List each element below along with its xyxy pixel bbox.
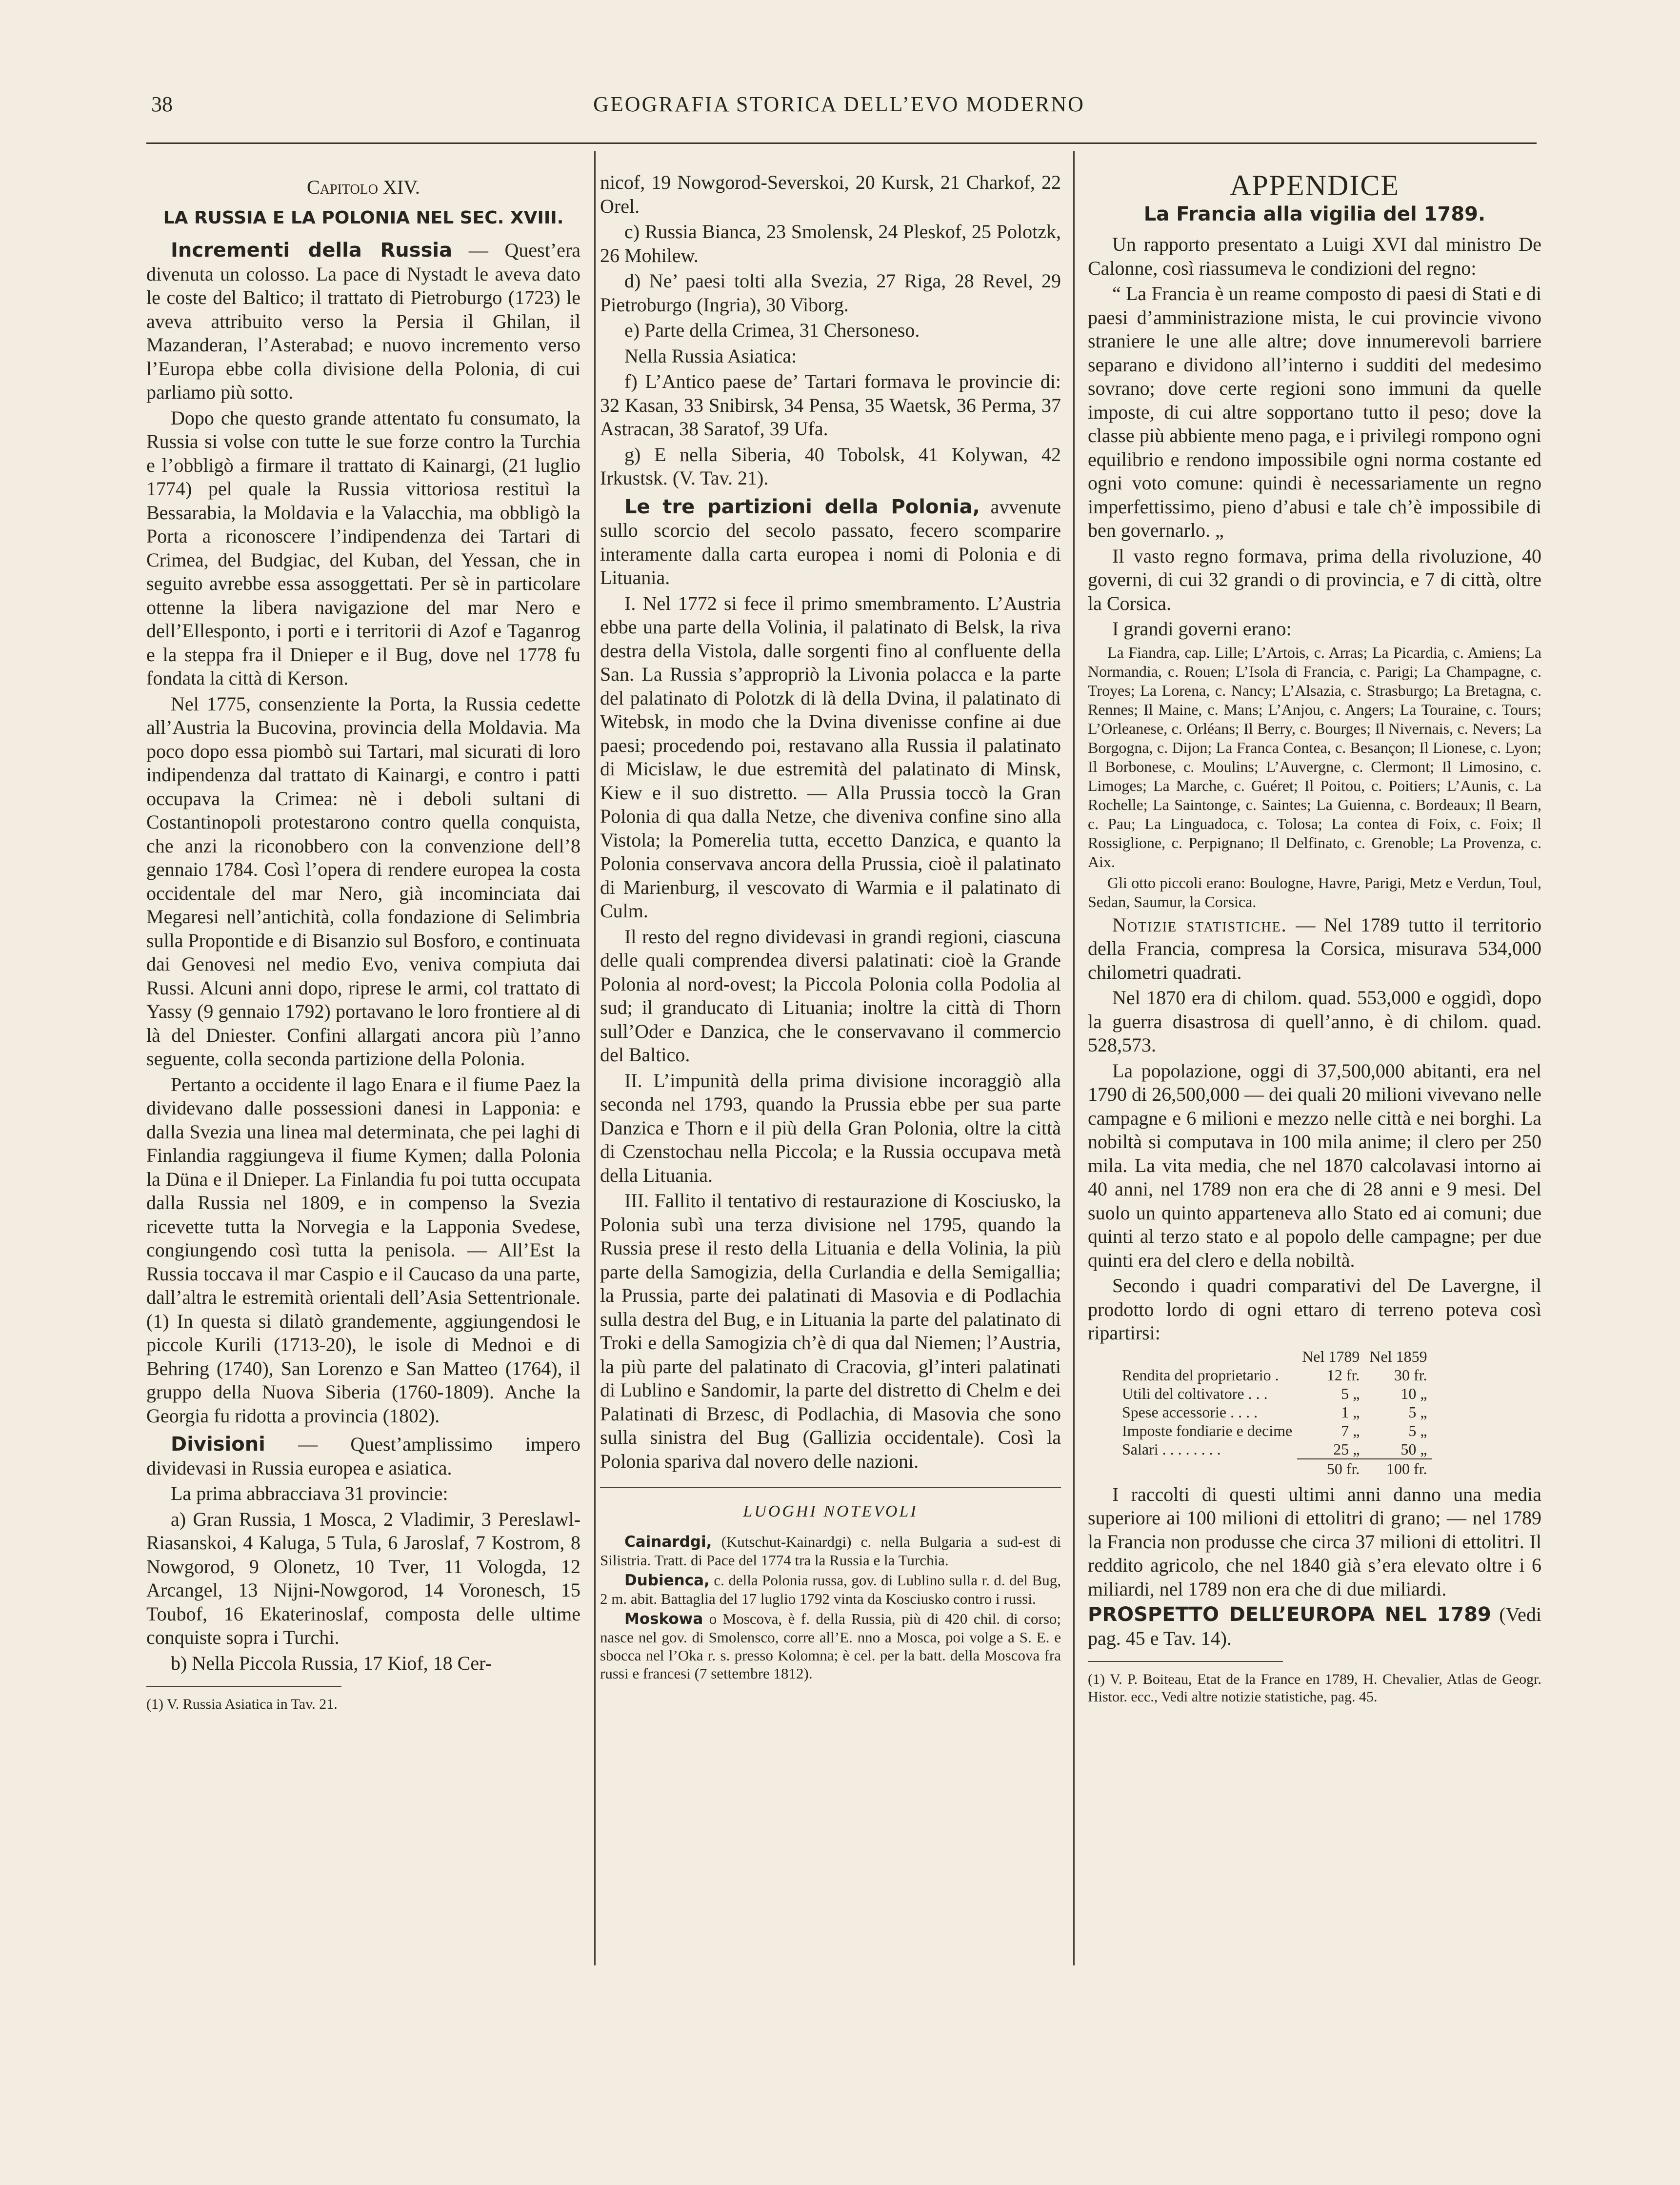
paragraph: La popolazione, oggi di 37,500,000 abitanti, era nel 1790 di 26,500,000 — dei quali 20 milioni vivevano nelle campagne e 6 milioni e mezzo nelle città e nei borghi. La nobiltà si computava in 100 mila anime; il clero per 250 mila. La vita media, che nel 1870 calcolavasi intorno ai 40 anni, nel 1789 non era che di 28 anni e 9 mesi. Del suolo un quinto apparteneva allo Stato ed ai comuni; due quinti al terzo stato e al popolo delle campagne; per due quinti era del clero e della nobiltà. [1088,1059,1541,1271]
paragraph: Dopo che questo grande attentato fu consumato, la Russia si volse con tutte le sue forze contro la Turchia e l’obbligò a firmare il trattato di Kainargi, (21 luglio 1774) pel quale la Russia vittoriosa restituì la Bessarabia, la Moldavia e la Valacchia, ma obbligò la Porta a riconoscere l’indipendenza dei Tartari di Crimea, del Budgiac, del Kuban, del Yessan, che in seguito avrebbe essa assoggettati. Per sè in particolare ottenne la libera navigazione del mar Nero e dell’Ellesponto, i porti e i territorii di Azof e Taganrog e la steppa fra il Dnieper e il Bug, dove nel 1778 fu fondata la città di Kerson. [146,406,580,689]
list-item [600,1533,1061,1569]
section-heading-luoghi: LUOGHI NOTEVOLI [600,1487,1061,1524]
paragraph [146,239,580,405]
paragraph: a) Gran Russia, 1 Mosca, 2 Vladimir, 3 Pereslawl-Riasanskoi, 4 Kaluga, 5 Tula, 6 Jaroslaf, 7 Kostrom, 8 Nowgorod, 9 Olonetz, 10 Tver, 11 Vologda, 12 Arcangel, 13 Nijni-Nowgorod, 14 Voronesch, 15 Toubof, 16 Ekaterinoslaf, composta delle ultime conquiste sopra i Turchi. [146,1508,580,1648]
paragraph-text: — Nel 1789 tutto il territorio della Francia, compresa la Corsica, misurava 534,000 chilometri quadrati. [1088,913,1541,983]
chapter-number: Capitolo XIV. [307,176,420,198]
footnote-rule [146,1686,341,1687]
section-heading: PROSPETTO DELL’EUROPA NEL 1789 [1088,1603,1491,1626]
table-cell: 5 „ [1341,1384,1360,1402]
chapter-title: LA RUSSIA E LA POLONIA NEL SEC. XVIII. [163,207,564,228]
table-cell: Imposte fondiarie e decime [1122,1421,1293,1439]
table-cell: 30 fr. [1394,1366,1427,1384]
paragraph [1088,913,1541,985]
paragraph: La Fiandra, cap. Lille; L’Artois, c. Arras; La Picardia, c. Amiens; La Normandia, c. Rouen; L’Isola di Francia, c. Parigi; La Champagne, c. Troyes; La Lorena, c. Nancy; L’Alsazia, c. Strasburgo; La Bretagna, c. Rennes; Il Maine, c. Mans; L’Anjou, c. Angers; La Touraine, c. Tours; L’Orleanese, c. Orléans; Il Berry, c. Bourges; Il Nivernais, c. Nevers; La Borgogna, c. Dijon; La Franca Contea, c. Besançon; Il Lionese, c. Lyon; Il Borbonese, c. Moulins; L’Auvergne, c. Clermont; Il Limosino, c. Limoges; La Marche, c. Guéret; Il Poitou, c. Poitiers; L’Aunis, c. La Rochelle; La Saintonge, c. Saintes; La Guienna, c. Bordeaux; Il Bearn, c. Pau; La Linguadoca, c. Tolosa; La contea di Foix, c. Foix; Il Rossiglione, c. Perpignano; Il Delfinato, c. Grenoble; La Provenza, c. Aix. [1088,643,1541,870]
paragraph: Nel 1775, consenziente la Porta, la Russia cedette all’Austria la Bucovina, provincia della Moldavia. Ma poco dopo essa piombò sui Tartari, mal sicurati di loro indipendenza dal trattato di Kainargi, e contro i patti occupava la Crimea: nè i deboli sultani di Costantinopoli protestarono contro quella conquista, che anzi la riconobbero con la convenzione dell’8 gennaio 1784. Così l’opera di rendere europea la costa occidentale del mar Nero, già incominciata dai Megaresi nell’antichità, colla fondazione di Selimbria sulla Propontide e di Bisanzio sul Bosforo, e continuata dai Genovesi nel medio Evo, veniva compiuta dai Russi. Alcuni anni dopo, riprese le armi, col trattato di Yassy (9 gennaio 1792) portavano le loro frontiere al di là del Dniester. Confini allargati ancora più l’anno seguente, colla seconda partizione della Polonia. [146,692,580,1070]
paragraph: Il resto del regno dividevasi in grandi regioni, ciascuna delle quali comprendea diversi palatinati: cioè la Grande Polonia al nord-ovest; la Piccola Polonia colla Podolia al sud; il granducato di Lituania; inoltre la città di Thorn sull’Oder e Danzica, che le conservavano il commercio del Baltico. [600,925,1061,1066]
section-heading: Le tre partizioni della Polonia, [624,495,980,518]
section-heading: Divisioni [171,1433,265,1456]
place-description: c. della Polonia russa, gov. di Lublino sulla r. d. del Bug, 2 m. abit. Battaglia del 17 luglio 1792 vinta da Kosciusko contro i russi. [600,1571,1061,1607]
paragraph [600,495,1061,590]
running-title: GEOGRAFIA STORICA DELL’EVO MODERNO [593,92,1085,116]
footnote [146,1696,580,1713]
table-header: Nel 1789 [1302,1347,1360,1365]
table-cell: 5 „ [1408,1403,1427,1421]
table-cell: 7 „ [1341,1421,1360,1439]
section-heading: Incrementi della Russia [171,239,453,262]
paragraph: Nel 1870 era di chilom. quad. 553,000 e oggidì, dopo la guerra disastrosa di quell’anno, è di chilom. quad. 528,573. [1088,987,1541,1056]
paragraph: “ La Francia è un reame composto di paesi di Stati e di paesi d’amministrazione mista, le cui provincie vivono straniere le une alle altre; dove innumerevoli barriere separano e dividono all’interno i sudditi del medesimo sovrano; dove certe regioni sono immuni da quelle imposte, di cui altre sopportano tutto il peso; dove la classe più abbiente meno paga, e i privilegi rompono ogni equilibrio e rendono impossibile ogni norma costante ed ogni voto comune: quindi è necessariamente un regno imperfettissimo, pieno d’abusi e tale ch’è impossibile di ben governarlo. „ [1088,283,1541,541]
appendix-subheading: La Francia alla vigilia del 1789. [1143,202,1486,225]
footnote [1088,1671,1541,1706]
list-item [600,1610,1061,1682]
page-number: 38 [151,92,173,116]
table-cell: Spese accessorie . . . . [1122,1403,1258,1421]
paragraph: Secondo i quadri comparativi del De Lavergne, il prodotto lordo di ogni ettaro di terreno poteva così ripartirsi: [1088,1275,1541,1344]
page-header [137,92,1541,136]
table-row [1117,1403,1432,1421]
table-cell: 25 „ [1333,1440,1360,1458]
column-middle [600,171,1061,2118]
footnote-text: (1) V. Russia Asiatica in Tav. 21. [146,1696,338,1712]
column-right [1088,171,1541,2118]
footnote-text: (1) V. P. Boiteau, Etat de la France en 1789, H. Chevalier, Atlas de Geogr. Histor. ecc., Vedi altre notizie statistiche, pag. 45. [1088,1671,1541,1705]
paragraph: Un rapporto presentato a Luigi XVI dal ministro De Calonne, così riassumeva le condizioni del regno: [1088,233,1541,279]
paragraph: III. Fallito il tentativo di restaurazione di Kosciusko, la Polonia subì una terza divisione nel 1795, quando la Russia prese il resto della Lituania e della Volinia, la più parte della Samogizia, della Curlandia e della Semigallia; la Prussia, parte dei palatinati di Masovia e di Podlachia sulla destra del Bug, e in Lituania la parte del palatinato di Troki e della Samogizia ch’è di qua dal Niemen; l’Austria, la più parte del palatinato di Cracovia, gl’interi palatinati di Lublino e Sandomir, la parte del distretto di Chelm e dei Palatinati di Brzesc, di Podlachia, di Masovia che sono sulla sinistra del Bug (Gallizia occidentale). Così la Polonia spariva dal novero delle nazioni. [600,1190,1061,1472]
table-header: Nel 1859 [1369,1347,1427,1365]
table-row [1117,1440,1432,1459]
paragraph [1088,1603,1541,1650]
table-cell: 12 fr. [1326,1366,1360,1384]
paragraph-text: — Quest’era divenuta un colosso. La pace di Nystadt le aveva dato le coste del Baltico; il trattato di Pietroburgo (1723) le aveva attribuito verso la Persia il Ghilan, il Mazanderan, l’Asterabad; e nuovo incremento verso l’Europa ebbe colla divisione della Polonia, di cui parliamo più sotto. [146,239,580,403]
paragraph: e) Parte della Crimea, 31 Chersoneso. [624,319,920,341]
table-total: 100 fr. [1364,1459,1432,1478]
paragraph: f) L’Antico paese de’ Tartari formava le provincie di: 32 Kasan, 33 Snibirsk, 34 Pensa, 35 Waetsk, 36 Perma, 37 Astracan, 38 Saratof, 39 Ufa. [600,370,1061,440]
place-name: Cainardgi, [624,1533,712,1551]
place-description: (Kutschut-Kainardgi) c. nella Bulgaria a sud-est di Silistria. Tratt. di Pace del 1774 tra la Russia e la Turchia. [600,1533,1061,1569]
paragraph-text: — Quest’amplissimo impero dividevasi in Russia europea e asiatica. [146,1433,580,1479]
paragraph: g) E nella Siberia, 40 Tobolsk, 41 Kolywan, 42 Irkustsk. (V. Tav. 21). [600,443,1061,489]
paragraph: Pertanto a occidente il lago Enara e il fiume Paez la dividevano dalle possessioni danesi in Lapponia: e dalla Svezia una linea mal determinata, che pei laghi di Finlandia raggiungeva il fiume Kymen; dalla Polonia la Düna e il Dnieper. La Finlandia fu poi tutta occupata dalla Russia nel 1809, e in compenso la Svezia ricevette tutta la Norvegia e la Lapponia Svedese, congiungendo così tutta la penisola. — All’Est la Russia toccava il mar Caspio e il Caucaso da una parte, dall’altra le estremità orientali dell’Asia Settentrionale. (1) In questa si dilatò grandemente, aggiungendosi le piccole Kurili (1713-20), le isole di Mednoi e di Behring (1740), San Lorenzo e San Matteo (1764), il gruppo della Nuova Siberia (1760-1809). Anche la Georgia fu ridotta a provincia (1802). [146,1073,580,1427]
header-rule [146,142,1537,144]
statistics-table [1117,1347,1432,1478]
paragraph [146,1433,580,1480]
list-item [600,1571,1061,1608]
table-cell: 50 „ [1400,1440,1427,1458]
place-name: Moskowa [624,1610,703,1628]
table-cell: 5 „ [1408,1421,1427,1439]
paragraph: b) Nella Piccola Russia, 17 Kiof, 18 Cer- [171,1652,492,1674]
paragraph: Nella Russia Asiatica: [624,344,797,367]
governments-list [1088,643,1541,911]
table-cell: Rendita del proprietario . [1122,1366,1279,1384]
paragraph: I raccolti di questi ultimi anni danno una media superiore ai 100 milioni di ettolitri di grano; — nel 1789 la Francia non produsse che circa 37 milioni di ettolitri. Il reddito agricolo, che nel 1840 già s’era elevato oltre i 6 miliardi, nel 1789 non era che di due miliardi. [1088,1483,1541,1600]
footnote-rule [1088,1661,1283,1662]
table-cell: 10 „ [1400,1384,1427,1402]
table-header-row [1117,1347,1432,1366]
paragraph: nicof, 19 Nowgorod-Severskoi, 20 Kursk, 21 Charkof, 22 Orel. [600,171,1061,217]
paragraph: La prima abbracciava 31 provincie: [171,1482,448,1504]
paragraph-text: avvenute sullo scorcio del secolo passato, fecero scomparire interamente dalla carta europea i nomi di Polonia e di Lituania. [600,495,1061,588]
paragraph: I. Nel 1772 si fece il primo smembramento. L’Austria ebbe una parte della Volinia, il palatinato di Belsk, la riva destra della Vistola, dalle sorgenti fino al confluente della San. La Russia s’appropriò la Livonia polacca e la parte del palatinato di Polotzk di là della Dvina, il palatinato di Witebsk, in modo che la Dvina divenisse confine ai due paesi; procedendo poi, restavano alla Russia il palatinato di Micislaw, le due estremità del palatinato di Minsk, Kiew e il suo distretto. — Alla Prussia toccò la Gran Polonia di qua dalla Netze, che diveniva confine sino alla Vistola; la Pomerelia tutta, eccetto Danzica, e quanto la Polonia conservava ancora della Prussia, cioè il palatinato di Marienburg, il vescovato di Warmia e il palatinato di Culm. [600,592,1061,922]
paragraph: d) Ne’ paesi tolti alla Svezia, 27 Riga, 28 Revel, 29 Pietroburgo (Ingria), 30 Viborg. [600,270,1061,316]
paragraph-text: (Vedi pag. 45 e Tav. 14). [1088,1603,1541,1649]
paragraph: I grandi governi erano: [1112,618,1292,640]
table-cell: 1 „ [1341,1403,1360,1421]
paragraph: c) Russia Bianca, 23 Smolensk, 24 Pleskof, 25 Polotzk, 26 Mohilew. [600,221,1061,266]
section-heading: Notizie statistiche. [1112,913,1287,936]
table-row [1117,1421,1432,1440]
place-description: o Moscova, è f. della Russia, più di 420 chil. di corso; nasce nel gov. di Smolensco, corre all’E. nno a Mosca, poi volge a S. E. e sbocca nel l’Oka r. s. presso Kolomna; è cel. per la batt. della Moscova fra russi e francesi (7 settembre 1812). [600,1610,1061,1682]
table-cell: Salari . . . . . . . . [1122,1440,1221,1458]
paragraph: Il vasto regno formava, prima della rivoluzione, 40 governi, di cui 32 grandi o di provincia, e 7 di città, oltre la Corsica. [1088,545,1541,614]
column-rule-2 [1073,151,1075,1965]
table-total: 50 fr. [1297,1459,1364,1478]
table-cell: Utili del coltivatore . . . [1122,1384,1268,1402]
appendix-heading: APPENDICE [1229,171,1400,202]
table-row [1117,1366,1432,1384]
column-rule-1 [594,151,596,1965]
table-row [1117,1384,1432,1403]
paragraph: Gli otto piccoli erano: Boulogne, Havre, Parigi, Metz e Verdun, Toul, Sedan, Saumur, la Corsica. [1088,873,1541,910]
table-total-row [1117,1459,1432,1478]
column-left [146,171,580,2118]
place-name: Dubienca, [624,1571,710,1589]
paragraph: II. L’impunità della prima divisione incoraggiò alla seconda nel 1793, quando la Prussia ebbe per sua parte Danzica e Thorn e il più della Gran Polonia, oltre la città di Czenstochau nella Piccola; e la Russia occupava metà della Lituania. [600,1069,1061,1186]
